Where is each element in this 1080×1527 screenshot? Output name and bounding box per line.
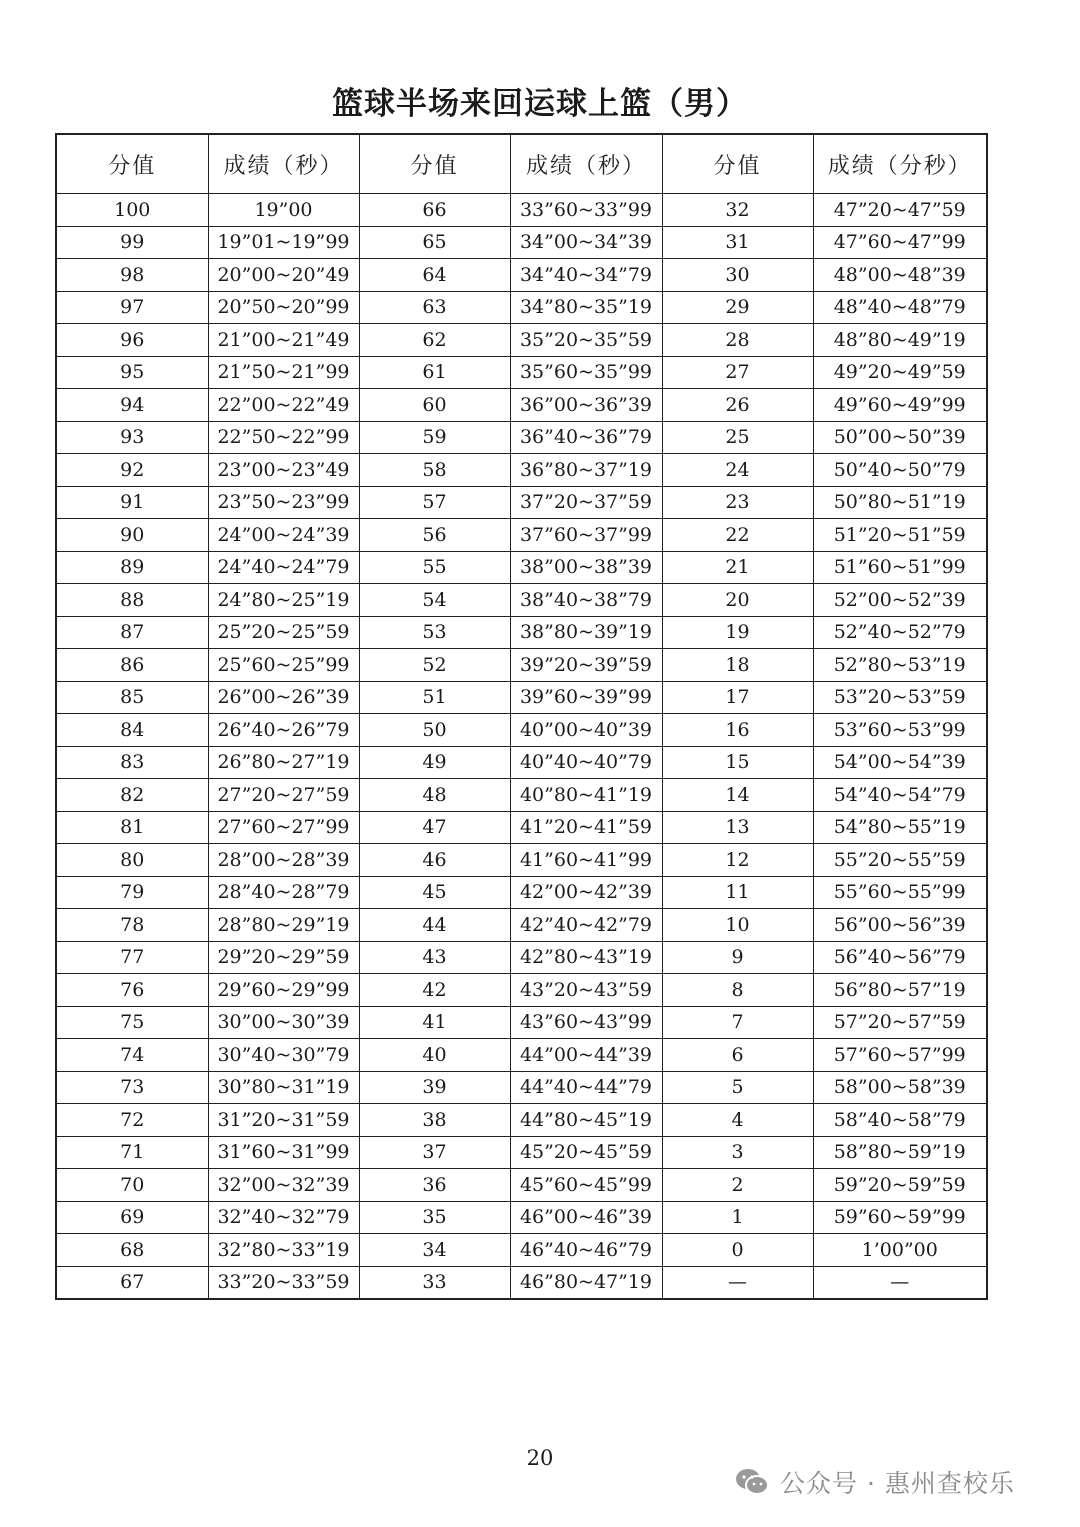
table-row [56,909,987,942]
score-cell: 36 [359,1169,510,1202]
time-cell: 26”00~26”39 [208,681,359,714]
table-row [56,1071,987,1104]
time-cell: 54”00~54”39 [813,746,987,779]
time-cell: 24”00~24”39 [208,519,359,552]
score-cell: 30 [662,259,813,292]
time-cell: 53”20~53”59 [813,681,987,714]
score-cell: 16 [662,714,813,747]
score-cell: 35 [359,1201,510,1234]
time-cell: 55”20~55”59 [813,844,987,877]
score-cell: 59 [359,421,510,454]
score-cell: 14 [662,779,813,812]
table-row [56,714,987,747]
table-row [56,421,987,454]
time-cell: 58”80~59”19 [813,1136,987,1169]
table-row [56,1169,987,1202]
score-cell: 9 [662,941,813,974]
score-cell: 79 [56,876,208,909]
table-row [56,291,987,324]
score-cell: 6 [662,1039,813,1072]
time-cell: 56”40~56”79 [813,941,987,974]
time-cell: 49”60~49”99 [813,389,987,422]
table-row [56,389,987,422]
time-cell: 40”80~41”19 [510,779,662,812]
time-cell: 42”80~43”19 [510,941,662,974]
page-title: 篮球半场来回运球上篮（男） [332,86,748,122]
score-cell: 86 [56,649,208,682]
score-cell: 4 [662,1104,813,1137]
time-cell: 35”60~35”99 [510,356,662,389]
score-cell: 29 [662,291,813,324]
time-cell: 47”20~47”59 [813,194,987,227]
table-row [56,681,987,714]
time-cell: 38”80~39”19 [510,616,662,649]
score-cell: 67 [56,1266,208,1299]
time-cell: 46”00~46”39 [510,1201,662,1234]
score-cell: 2 [662,1169,813,1202]
score-cell: 97 [56,291,208,324]
score-cell: 22 [662,519,813,552]
column-header-score: 分值 [56,134,208,194]
score-cell: 39 [359,1071,510,1104]
score-cell: 19 [662,616,813,649]
time-cell: 40”40~40”79 [510,746,662,779]
score-cell: 23 [662,486,813,519]
table-body [56,194,987,1300]
time-cell: 21”50~21”99 [208,356,359,389]
score-cell: 62 [359,324,510,357]
score-cell: 81 [56,811,208,844]
score-cell: 74 [56,1039,208,1072]
watermark-text: 公众号 · 惠州查校乐 [780,1469,1015,1498]
time-cell: 44”40~44”79 [510,1071,662,1104]
table-row [56,324,987,357]
time-cell: 54”80~55”19 [813,811,987,844]
score-cell: 95 [56,356,208,389]
time-cell: 46”40~46”79 [510,1234,662,1267]
time-cell: 39”20~39”59 [510,649,662,682]
score-cell: 89 [56,551,208,584]
score-cell: 77 [56,941,208,974]
time-cell: 28”80~29”19 [208,909,359,942]
score-cell: 71 [56,1136,208,1169]
time-cell: 54”40~54”79 [813,779,987,812]
score-cell: 37 [359,1136,510,1169]
time-cell: 20”00~20”49 [208,259,359,292]
score-cell: 47 [359,811,510,844]
time-cell: 25”60~25”99 [208,649,359,682]
time-cell: 51”20~51”59 [813,519,987,552]
time-cell: 45”20~45”59 [510,1136,662,1169]
score-cell: 64 [359,259,510,292]
score-cell: 13 [662,811,813,844]
score-cell: 78 [56,909,208,942]
table-row [56,811,987,844]
table-row [56,1039,987,1072]
score-cell: 57 [359,486,510,519]
score-cell: 98 [56,259,208,292]
time-cell: 48”00~48”39 [813,259,987,292]
time-cell: 45”60~45”99 [510,1169,662,1202]
score-cell: 10 [662,909,813,942]
time-cell: 23”00~23”49 [208,454,359,487]
score-cell: 85 [56,681,208,714]
time-cell: 52”00~52”39 [813,584,987,617]
column-header-time: 成绩（分秒） [813,134,987,194]
score-cell: 41 [359,1006,510,1039]
score-cell: 96 [56,324,208,357]
time-cell: 50”00~50”39 [813,421,987,454]
time-cell: 51”60~51”99 [813,551,987,584]
time-cell: 29”60~29”99 [208,974,359,1007]
table-row [56,356,987,389]
score-cell: 68 [56,1234,208,1267]
time-cell: 44”80~45”19 [510,1104,662,1137]
column-header-time: 成绩（秒） [510,134,662,194]
time-cell: 36”00~36”39 [510,389,662,422]
score-cell: 63 [359,291,510,324]
time-cell: — [813,1266,987,1299]
table-row [56,454,987,487]
score-cell: 72 [56,1104,208,1137]
table-row [56,1136,987,1169]
score-cell: 56 [359,519,510,552]
score-cell: 91 [56,486,208,519]
time-cell: 49”20~49”59 [813,356,987,389]
score-table [55,133,988,1300]
score-cell: 75 [56,1006,208,1039]
time-cell: 34”00~34”39 [510,226,662,259]
time-cell: 41”60~41”99 [510,844,662,877]
score-cell: 1 [662,1201,813,1234]
score-cell: 24 [662,454,813,487]
score-cell: 8 [662,974,813,1007]
score-cell: 32 [662,194,813,227]
score-cell: 0 [662,1234,813,1267]
time-cell: 37”60~37”99 [510,519,662,552]
table-header [56,134,987,194]
score-cell: 51 [359,681,510,714]
score-cell: 66 [359,194,510,227]
score-cell: 53 [359,616,510,649]
time-cell: 52”80~53”19 [813,649,987,682]
score-cell: 25 [662,421,813,454]
time-cell: 56”80~57”19 [813,974,987,1007]
time-cell: 32”40~32”79 [208,1201,359,1234]
time-cell: 27”60~27”99 [208,811,359,844]
score-cell: 12 [662,844,813,877]
table-row [56,876,987,909]
time-cell: 28”40~28”79 [208,876,359,909]
score-cell: 5 [662,1071,813,1104]
time-cell: 50”80~51”19 [813,486,987,519]
time-cell: 44”00~44”39 [510,1039,662,1072]
score-cell: 52 [359,649,510,682]
time-cell: 43”60~43”99 [510,1006,662,1039]
time-cell: 40”00~40”39 [510,714,662,747]
score-cell: 42 [359,974,510,1007]
table-row [56,779,987,812]
time-cell: 28”00~28”39 [208,844,359,877]
time-cell: 36”80~37”19 [510,454,662,487]
time-cell: 56”00~56”39 [813,909,987,942]
score-cell: 84 [56,714,208,747]
time-cell: 22”50~22”99 [208,421,359,454]
score-cell: 82 [56,779,208,812]
score-cell: 45 [359,876,510,909]
time-cell: 34”80~35”19 [510,291,662,324]
score-cell: 31 [662,226,813,259]
time-cell: 43”20~43”59 [510,974,662,1007]
time-cell: 57”20~57”59 [813,1006,987,1039]
column-header-score: 分值 [359,134,510,194]
score-cell: 60 [359,389,510,422]
time-cell: 57”60~57”99 [813,1039,987,1072]
table-row [56,584,987,617]
wechat-icon [734,1467,770,1497]
table-row [56,974,987,1007]
time-cell: 25”20~25”59 [208,616,359,649]
score-cell: 49 [359,746,510,779]
time-cell: 42”00~42”39 [510,876,662,909]
table-row [56,1266,987,1299]
table-row [56,844,987,877]
time-cell: 34”40~34”79 [510,259,662,292]
time-cell: 29”20~29”59 [208,941,359,974]
time-cell: 39”60~39”99 [510,681,662,714]
score-cell: 54 [359,584,510,617]
time-cell: 59”20~59”59 [813,1169,987,1202]
time-cell: 19”00 [208,194,359,227]
time-cell: 33”20~33”59 [208,1266,359,1299]
time-cell: 32”80~33”19 [208,1234,359,1267]
score-cell: 65 [359,226,510,259]
time-cell: 30”80~31”19 [208,1071,359,1104]
time-cell: 20”50~20”99 [208,291,359,324]
score-cell: 92 [56,454,208,487]
score-cell: 50 [359,714,510,747]
score-cell: 11 [662,876,813,909]
time-cell: 52”40~52”79 [813,616,987,649]
score-cell: 3 [662,1136,813,1169]
watermark [734,1458,1015,1506]
time-cell: 30”40~30”79 [208,1039,359,1072]
score-cell: 7 [662,1006,813,1039]
score-cell: 73 [56,1071,208,1104]
score-cell: — [662,1266,813,1299]
time-cell: 35”20~35”59 [510,324,662,357]
score-cell: 76 [56,974,208,1007]
table-row [56,1201,987,1234]
time-cell: 33”60~33”99 [510,194,662,227]
score-cell: 38 [359,1104,510,1137]
table-row [56,551,987,584]
time-cell: 27”20~27”59 [208,779,359,812]
time-cell: 59”60~59”99 [813,1201,987,1234]
time-cell: 23”50~23”99 [208,486,359,519]
score-cell: 40 [359,1039,510,1072]
time-cell: 38”40~38”79 [510,584,662,617]
score-cell: 17 [662,681,813,714]
score-cell: 87 [56,616,208,649]
time-cell: 47”60~47”99 [813,226,987,259]
time-cell: 58”00~58”39 [813,1071,987,1104]
score-cell: 93 [56,421,208,454]
time-cell: 26”80~27”19 [208,746,359,779]
time-cell: 46”80~47”19 [510,1266,662,1299]
table-row [56,746,987,779]
column-header-time: 成绩（秒） [208,134,359,194]
table-row [56,226,987,259]
time-cell: 36”40~36”79 [510,421,662,454]
time-cell: 38”00~38”39 [510,551,662,584]
score-cell: 88 [56,584,208,617]
time-cell: 48”40~48”79 [813,291,987,324]
time-cell: 19”01~19”99 [208,226,359,259]
score-cell: 44 [359,909,510,942]
table-row [56,941,987,974]
score-cell: 83 [56,746,208,779]
table-row [56,519,987,552]
score-cell: 26 [662,389,813,422]
score-cell: 80 [56,844,208,877]
time-cell: 22”00~22”49 [208,389,359,422]
time-cell: 50”40~50”79 [813,454,987,487]
table-row [56,486,987,519]
score-cell: 70 [56,1169,208,1202]
time-cell: 48”80~49”19 [813,324,987,357]
time-cell: 30”00~30”39 [208,1006,359,1039]
score-cell: 94 [56,389,208,422]
page-number: 20 [526,1446,554,1470]
score-cell: 61 [359,356,510,389]
time-cell: 31”60~31”99 [208,1136,359,1169]
table-row [56,194,987,227]
time-cell: 31”20~31”59 [208,1104,359,1137]
score-cell: 100 [56,194,208,227]
time-cell: 55”60~55”99 [813,876,987,909]
table-row [56,616,987,649]
table-row [56,1104,987,1137]
score-cell: 20 [662,584,813,617]
score-cell: 33 [359,1266,510,1299]
table-row [56,1006,987,1039]
time-cell: 21”00~21”49 [208,324,359,357]
header-row [56,134,987,194]
time-cell: 37”20~37”59 [510,486,662,519]
score-cell: 46 [359,844,510,877]
score-cell: 99 [56,226,208,259]
score-cell: 55 [359,551,510,584]
table-row [56,1234,987,1267]
time-cell: 26”40~26”79 [208,714,359,747]
score-cell: 58 [359,454,510,487]
score-cell: 27 [662,356,813,389]
score-cell: 43 [359,941,510,974]
score-cell: 69 [56,1201,208,1234]
score-cell: 15 [662,746,813,779]
time-cell: 41”20~41”59 [510,811,662,844]
time-cell: 1’00”00 [813,1234,987,1267]
score-cell: 28 [662,324,813,357]
time-cell: 24”80~25”19 [208,584,359,617]
table-row [56,649,987,682]
time-cell: 58”40~58”79 [813,1104,987,1137]
score-cell: 18 [662,649,813,682]
score-cell: 34 [359,1234,510,1267]
score-cell: 90 [56,519,208,552]
column-header-score: 分值 [662,134,813,194]
score-cell: 48 [359,779,510,812]
time-cell: 42”40~42”79 [510,909,662,942]
time-cell: 32”00~32”39 [208,1169,359,1202]
score-cell: 21 [662,551,813,584]
time-cell: 53”60~53”99 [813,714,987,747]
time-cell: 24”40~24”79 [208,551,359,584]
table-row [56,259,987,292]
